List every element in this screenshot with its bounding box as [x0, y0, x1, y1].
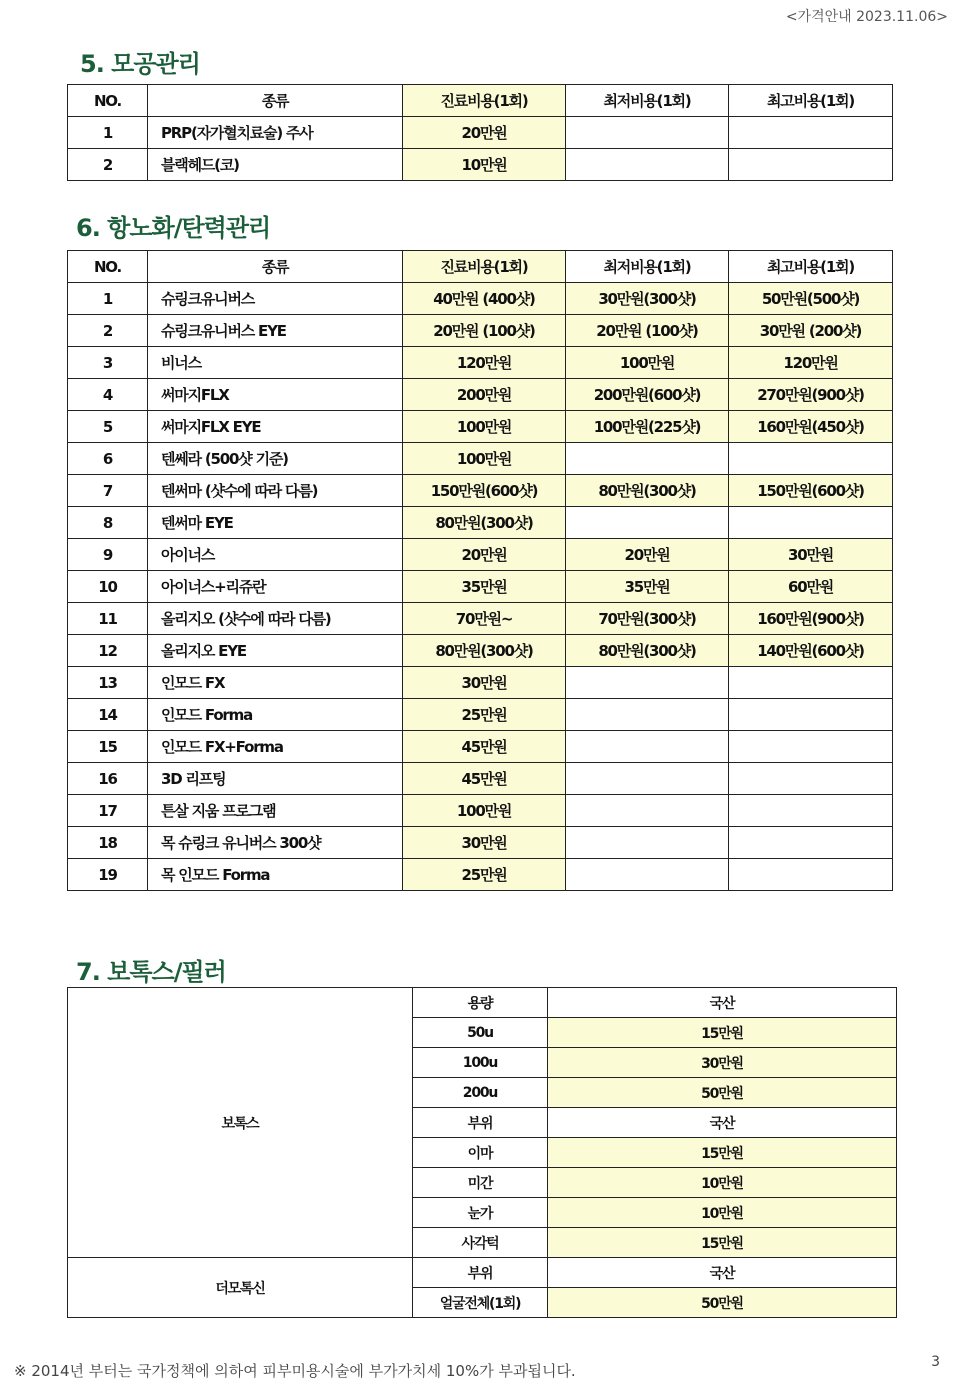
table-row — [68, 667, 893, 699]
type-cell: 텐써마 (샷수에 따라 다름) — [148, 475, 403, 507]
min-cost-cell: 70만원(300샷) — [566, 603, 729, 635]
type-cell: 목 인모드 Forma — [148, 859, 403, 891]
table-row — [68, 731, 893, 763]
type-cell: 올리지오 EYE — [148, 635, 403, 667]
col-header-min-cost: 최저비용(1회) — [566, 251, 729, 283]
pore-care-table — [67, 84, 893, 181]
min-cost-cell — [566, 763, 729, 795]
treatment-cost-cell: 10만원 — [403, 149, 566, 181]
type-cell: 인모드 FX — [148, 667, 403, 699]
min-cost-cell — [566, 507, 729, 539]
max-cost-cell — [729, 443, 893, 475]
min-cost-cell — [566, 859, 729, 891]
table-row — [68, 827, 893, 859]
type-cell: 비너스 — [148, 347, 403, 379]
item-cell: 얼굴전체(1회) — [413, 1288, 548, 1318]
no-cell: 1 — [68, 117, 148, 149]
type-cell: 블랙헤드(코) — [148, 149, 403, 181]
max-cost-cell: 270만원(900샷) — [729, 379, 893, 411]
type-cell: 인모드 FX+Forma — [148, 731, 403, 763]
treatment-cost-cell: 100만원 — [403, 443, 566, 475]
min-cost-cell: 30만원(300샷) — [566, 283, 729, 315]
treatment-cost-cell: 25만원 — [403, 699, 566, 731]
table-row — [68, 283, 893, 315]
max-cost-cell — [729, 795, 893, 827]
no-cell: 17 — [68, 795, 148, 827]
max-cost-cell — [729, 507, 893, 539]
treatment-cost-cell: 80만원(300샷) — [403, 507, 566, 539]
min-cost-cell: 80만원(300샷) — [566, 475, 729, 507]
table-row — [68, 379, 893, 411]
price-cell: 국산 — [548, 1108, 897, 1138]
max-cost-cell: 140만원(600샷) — [729, 635, 893, 667]
botox-group-label: 보톡스 — [68, 988, 413, 1258]
type-cell: 텐써마 EYE — [148, 507, 403, 539]
col-header-no: NO. — [68, 251, 148, 283]
min-cost-cell — [566, 667, 729, 699]
table-row — [68, 149, 893, 181]
no-cell: 10 — [68, 571, 148, 603]
treatment-cost-cell: 20만원 (100샷) — [403, 315, 566, 347]
max-cost-cell: 160만원(450샷) — [729, 411, 893, 443]
no-cell: 2 — [68, 149, 148, 181]
table-row — [68, 315, 893, 347]
col-header-min-cost: 최저비용(1회) — [566, 85, 729, 117]
min-cost-cell: 20만원 (100샷) — [566, 315, 729, 347]
min-cost-cell — [566, 795, 729, 827]
min-cost-cell — [566, 149, 729, 181]
item-cell: 사각턱 — [413, 1228, 548, 1258]
price-cell: 15만원 — [548, 1018, 897, 1048]
no-cell: 8 — [68, 507, 148, 539]
item-cell: 200u — [413, 1078, 548, 1108]
max-cost-cell: 50만원(500샷) — [729, 283, 893, 315]
table-row — [68, 859, 893, 891]
table-row — [68, 539, 893, 571]
item-cell: 부위 — [413, 1108, 548, 1138]
type-cell: 3D 리프팅 — [148, 763, 403, 795]
max-cost-cell: 60만원 — [729, 571, 893, 603]
no-cell: 1 — [68, 283, 148, 315]
no-cell: 7 — [68, 475, 148, 507]
table-row — [68, 571, 893, 603]
max-cost-cell: 150만원(600샷) — [729, 475, 893, 507]
no-cell: 14 — [68, 699, 148, 731]
no-cell: 3 — [68, 347, 148, 379]
no-cell: 12 — [68, 635, 148, 667]
max-cost-cell: 120만원 — [729, 347, 893, 379]
treatment-cost-cell: 70만원~ — [403, 603, 566, 635]
max-cost-cell: 30만원 — [729, 539, 893, 571]
treatment-cost-cell: 150만원(600샷) — [403, 475, 566, 507]
col-header-type: 종류 — [148, 85, 403, 117]
min-cost-cell — [566, 731, 729, 763]
table-row — [68, 475, 893, 507]
treatment-cost-cell: 100만원 — [403, 795, 566, 827]
max-cost-cell: 30만원 (200샷) — [729, 315, 893, 347]
col-header-treatment-cost: 진료비용(1회) — [403, 251, 566, 283]
min-cost-cell: 100만원(225샷) — [566, 411, 729, 443]
table-row — [68, 117, 893, 149]
type-cell: 텐쎄라 (500샷 기준) — [148, 443, 403, 475]
treatment-cost-cell: 30만원 — [403, 827, 566, 859]
table-row — [68, 795, 893, 827]
treatment-cost-cell: 120만원 — [403, 347, 566, 379]
min-cost-cell: 100만원 — [566, 347, 729, 379]
type-cell: 아이너스 — [148, 539, 403, 571]
no-cell: 13 — [68, 667, 148, 699]
price-cell: 15만원 — [548, 1228, 897, 1258]
no-cell: 15 — [68, 731, 148, 763]
table-row — [68, 635, 893, 667]
max-cost-cell — [729, 859, 893, 891]
min-cost-cell — [566, 827, 729, 859]
no-cell: 9 — [68, 539, 148, 571]
no-cell: 4 — [68, 379, 148, 411]
item-cell: 50u — [413, 1018, 548, 1048]
min-cost-cell — [566, 443, 729, 475]
no-cell: 6 — [68, 443, 148, 475]
no-cell: 2 — [68, 315, 148, 347]
max-cost-cell: 160만원(900샷) — [729, 603, 893, 635]
min-cost-cell — [566, 699, 729, 731]
type-cell: 써마지FLX — [148, 379, 403, 411]
botox-filler-table — [67, 987, 897, 1318]
table-row — [68, 347, 893, 379]
table-row — [68, 763, 893, 795]
price-cell: 국산 — [548, 988, 897, 1018]
table-row — [68, 443, 893, 475]
treatment-cost-cell: 45만원 — [403, 731, 566, 763]
treatment-cost-cell: 35만원 — [403, 571, 566, 603]
max-cost-cell — [729, 699, 893, 731]
col-header-treatment-cost: 진료비용(1회) — [403, 85, 566, 117]
item-cell: 미간 — [413, 1168, 548, 1198]
table-row — [68, 411, 893, 443]
table-row — [68, 1258, 897, 1288]
no-cell: 18 — [68, 827, 148, 859]
col-header-max-cost: 최고비용(1회) — [729, 85, 893, 117]
min-cost-cell — [566, 117, 729, 149]
price-cell: 15만원 — [548, 1138, 897, 1168]
max-cost-cell — [729, 149, 893, 181]
treatment-cost-cell: 200만원 — [403, 379, 566, 411]
dermotoxin-group-label: 더모톡신 — [68, 1258, 413, 1318]
item-cell: 100u — [413, 1048, 548, 1078]
section-5-title: 5. 모공관리 — [80, 50, 200, 78]
price-cell: 50만원 — [548, 1288, 897, 1318]
col-header-no: NO. — [68, 85, 148, 117]
type-cell: PRP(자가혈치료술) 주사 — [148, 117, 403, 149]
max-cost-cell — [729, 667, 893, 699]
no-cell: 16 — [68, 763, 148, 795]
treatment-cost-cell: 20만원 — [403, 117, 566, 149]
type-cell: 올리지오 (샷수에 따라 다름) — [148, 603, 403, 635]
table-row — [68, 507, 893, 539]
treatment-cost-cell: 80만원(300샷) — [403, 635, 566, 667]
max-cost-cell — [729, 731, 893, 763]
no-cell: 5 — [68, 411, 148, 443]
price-cell: 10만원 — [548, 1198, 897, 1228]
type-cell: 튼살 지움 프로그램 — [148, 795, 403, 827]
vat-footnote: ※ 2014년 부터는 국가정책에 의하여 피부미용시술에 부가가치세 10%가 부과됩니다. — [14, 1362, 576, 1380]
col-header-type: 종류 — [148, 251, 403, 283]
page-number: 3 — [931, 1354, 940, 1370]
item-cell: 눈가 — [413, 1198, 548, 1228]
item-cell: 용량 — [413, 988, 548, 1018]
table-row — [68, 699, 893, 731]
min-cost-cell: 200만원(600샷) — [566, 379, 729, 411]
table-header-row — [68, 85, 893, 117]
section-7-title: 7. 보톡스/필러 — [76, 958, 226, 986]
table-row — [68, 988, 897, 1018]
max-cost-cell — [729, 763, 893, 795]
item-cell: 부위 — [413, 1258, 548, 1288]
type-cell: 아이너스+리쥬란 — [148, 571, 403, 603]
price-cell: 국산 — [548, 1258, 897, 1288]
type-cell: 목 슈링크 유니버스 300샷 — [148, 827, 403, 859]
min-cost-cell: 20만원 — [566, 539, 729, 571]
treatment-cost-cell: 30만원 — [403, 667, 566, 699]
type-cell: 슈링크유니버스 EYE — [148, 315, 403, 347]
price-cell: 30만원 — [548, 1048, 897, 1078]
type-cell: 인모드 Forma — [148, 699, 403, 731]
date-tag: <가격안내 2023.11.06> — [785, 9, 948, 25]
price-cell: 10만원 — [548, 1168, 897, 1198]
treatment-cost-cell: 40만원 (400샷) — [403, 283, 566, 315]
price-cell: 50만원 — [548, 1078, 897, 1108]
treatment-cost-cell: 45만원 — [403, 763, 566, 795]
max-cost-cell — [729, 117, 893, 149]
table-row — [68, 603, 893, 635]
max-cost-cell — [729, 827, 893, 859]
section-6-title: 6. 항노화/탄력관리 — [76, 214, 271, 242]
col-header-max-cost: 최고비용(1회) — [729, 251, 893, 283]
min-cost-cell: 35만원 — [566, 571, 729, 603]
treatment-cost-cell: 25만원 — [403, 859, 566, 891]
anti-aging-table — [67, 250, 893, 891]
no-cell: 11 — [68, 603, 148, 635]
type-cell: 슈링크유니버스 — [148, 283, 403, 315]
type-cell: 써마지FLX EYE — [148, 411, 403, 443]
item-cell: 이마 — [413, 1138, 548, 1168]
treatment-cost-cell: 100만원 — [403, 411, 566, 443]
min-cost-cell: 80만원(300샷) — [566, 635, 729, 667]
treatment-cost-cell: 20만원 — [403, 539, 566, 571]
no-cell: 19 — [68, 859, 148, 891]
table-header-row — [68, 251, 893, 283]
